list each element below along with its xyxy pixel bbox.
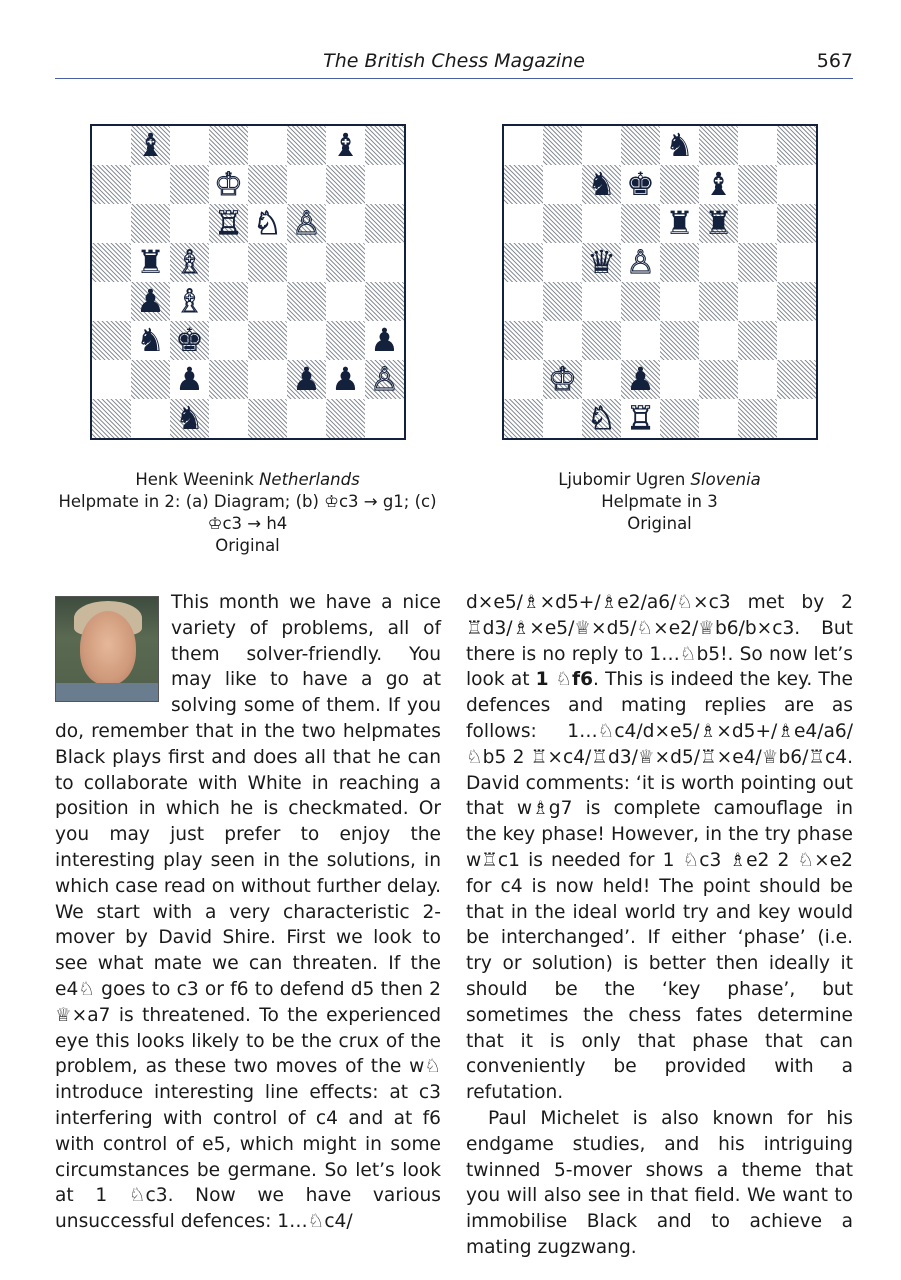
board-square xyxy=(621,204,660,243)
board-square xyxy=(699,399,738,438)
chess-piece-d6: ♖ xyxy=(214,204,243,242)
board-square xyxy=(582,282,621,321)
composer-country: Netherlands xyxy=(259,470,360,489)
chess-diagram-weenink xyxy=(90,124,406,440)
board-square xyxy=(170,204,209,243)
chess-piece-d2: ♟ xyxy=(626,360,655,398)
board-square xyxy=(777,204,816,243)
board-square xyxy=(777,126,816,165)
board-square xyxy=(582,321,621,360)
board-square xyxy=(209,360,248,399)
board-square xyxy=(170,126,209,165)
board-square xyxy=(287,399,326,438)
left-column xyxy=(55,590,441,1235)
chess-piece-b3: ♞ xyxy=(136,321,165,359)
board-square xyxy=(777,321,816,360)
board-square xyxy=(582,126,621,165)
board-square xyxy=(504,282,543,321)
board-square xyxy=(92,243,131,282)
board-square xyxy=(504,399,543,438)
chess-piece-d5: ♙ xyxy=(626,243,655,281)
body-paragraph xyxy=(466,590,853,1106)
diagram-caption-weenink xyxy=(55,469,440,557)
board-square xyxy=(209,399,248,438)
board-square xyxy=(660,165,699,204)
board-square xyxy=(326,165,365,204)
body-text: d×e5/♗×d5+/♗e2/a6/♘×c3 met by 2 ♖d3/♗×e5/♕×d5/♘×e2/♕b6/b×c3. But there is no reply to 1…♘b5!. So now let’s look at xyxy=(466,592,853,691)
magazine-title: The British Chess Magazine xyxy=(323,50,585,72)
board-square xyxy=(131,204,170,243)
chess-piece-e8: ♞ xyxy=(665,126,694,164)
board-square xyxy=(738,321,777,360)
board-square xyxy=(621,282,660,321)
board-square xyxy=(699,360,738,399)
board-square xyxy=(365,165,404,204)
board-square xyxy=(248,360,287,399)
chess-piece-f6: ♙ xyxy=(292,204,321,242)
board-square xyxy=(738,126,777,165)
board-square xyxy=(504,126,543,165)
board-square xyxy=(660,399,699,438)
board-square xyxy=(777,399,816,438)
board-square xyxy=(248,399,287,438)
composer-country: Slovenia xyxy=(690,470,761,489)
chess-piece-d7: ♚ xyxy=(626,165,655,203)
board-square xyxy=(504,360,543,399)
board-square xyxy=(326,204,365,243)
board-square xyxy=(660,360,699,399)
key-move: 1 ♘f6 xyxy=(535,669,594,691)
board-square xyxy=(287,282,326,321)
board-square xyxy=(504,165,543,204)
board-square xyxy=(699,126,738,165)
board-square xyxy=(365,282,404,321)
board-square xyxy=(738,399,777,438)
board-square xyxy=(365,204,404,243)
board-square xyxy=(504,204,543,243)
page-number: 567 xyxy=(816,50,853,72)
board-square xyxy=(543,399,582,438)
board-square xyxy=(582,360,621,399)
board-square xyxy=(504,243,543,282)
board-square xyxy=(777,282,816,321)
board-square xyxy=(543,243,582,282)
board-square xyxy=(326,243,365,282)
board-square xyxy=(543,282,582,321)
chess-piece-c4: ♗ xyxy=(175,282,204,320)
chess-piece-f7: ♝ xyxy=(704,165,733,203)
board-square xyxy=(209,321,248,360)
chess-piece-c2: ♟ xyxy=(175,360,204,398)
board-square xyxy=(287,243,326,282)
board-square xyxy=(660,321,699,360)
board-square xyxy=(131,165,170,204)
board-square xyxy=(504,321,543,360)
composer-name: Henk Weenink xyxy=(135,470,254,489)
board-square xyxy=(248,126,287,165)
caption-twin: ♔c3 → h4 xyxy=(207,514,288,533)
board-square xyxy=(287,126,326,165)
board-square xyxy=(738,165,777,204)
chess-piece-b2: ♔ xyxy=(548,360,577,398)
board-square xyxy=(582,204,621,243)
board-square xyxy=(209,282,248,321)
chess-piece-g2: ♟ xyxy=(331,360,360,398)
board-square xyxy=(777,165,816,204)
board-square xyxy=(738,204,777,243)
board-square xyxy=(621,321,660,360)
board-square xyxy=(92,204,131,243)
board-square xyxy=(326,399,365,438)
composer-name: Ljubomir Ugren xyxy=(558,470,686,489)
board-square xyxy=(287,165,326,204)
board-square xyxy=(92,360,131,399)
chess-piece-c5: ♗ xyxy=(175,243,204,281)
board-square xyxy=(170,165,209,204)
chess-piece-e6: ♜ xyxy=(665,204,694,242)
board-square xyxy=(543,321,582,360)
board-square xyxy=(248,321,287,360)
chess-diagram-ugren xyxy=(502,124,818,440)
right-column xyxy=(466,590,853,1261)
board-square xyxy=(621,126,660,165)
board-square xyxy=(699,321,738,360)
board-square xyxy=(699,282,738,321)
board-square xyxy=(248,282,287,321)
chess-piece-h3: ♟ xyxy=(370,321,399,359)
chess-piece-c3: ♚ xyxy=(175,321,204,359)
chess-piece-f2: ♟ xyxy=(292,360,321,398)
caption-status: Original xyxy=(215,536,280,555)
board-square xyxy=(92,282,131,321)
chess-piece-c1: ♘ xyxy=(587,399,616,437)
caption-stipulation: Helpmate in 3 xyxy=(601,492,718,511)
board-square xyxy=(326,321,365,360)
board-square xyxy=(738,360,777,399)
chess-piece-d1: ♖ xyxy=(626,399,655,437)
board-square xyxy=(660,243,699,282)
board-square xyxy=(699,243,738,282)
board-square xyxy=(326,282,365,321)
board-square xyxy=(92,165,131,204)
board-square xyxy=(777,243,816,282)
board-square xyxy=(248,165,287,204)
chess-piece-e6: ♘ xyxy=(253,204,282,242)
chess-piece-b4: ♟ xyxy=(136,282,165,320)
board-square xyxy=(131,360,170,399)
chess-piece-g8: ♝ xyxy=(331,126,360,164)
board-square xyxy=(738,282,777,321)
board-square xyxy=(543,126,582,165)
chess-piece-c7: ♞ xyxy=(587,165,616,203)
running-header xyxy=(55,48,853,79)
board-square xyxy=(92,399,131,438)
author-photo xyxy=(55,596,159,702)
caption-author-line xyxy=(55,469,440,491)
board-square xyxy=(92,126,131,165)
body-paragraph: This month we have a nice variety of problems, all of them solver-friendly. You may like to have a go at solving some of them. If you do, remember that in the two helpmates Black plays first and does all that he can to collaborate with White in reaching a position in which he is checkmated. Or you may just prefer to enjoy the interesting play seen in the solutions, in which case read on without further delay. We start with a very characteristic 2-mover by David Shire. First we look to see what mate we can threaten. If the e4♘ goes to c3 or f6 to defend d5 then 2 ♕×a7 is threatened. To the experienced eye this looks likely to be the crux of the problem, as these two moves of the w♘ introduce interesting line effects: at c3 interfering with control of c4 and at f6 with control of e5, which might in some circumstances be germane. So let’s look at 1 ♘c3. Now we have various unsuccessful defences: 1…♘c4/ xyxy=(55,592,441,1233)
diagram-caption-ugren xyxy=(466,469,853,535)
chess-piece-c1: ♞ xyxy=(175,399,204,437)
board-square xyxy=(209,243,248,282)
board-square xyxy=(365,243,404,282)
board-square xyxy=(738,243,777,282)
board-square xyxy=(777,360,816,399)
board-square xyxy=(365,126,404,165)
caption-stipulation: Helpmate in 2: (a) Diagram; (b) ♔c3 → g1; (c) xyxy=(58,492,437,511)
board-square xyxy=(365,399,404,438)
chess-piece-d7: ♔ xyxy=(214,165,243,203)
body-text: . This is indeed the key. The defences and mating replies are as follows: 1…♘c4/d×e5/♗×d5+/♗e4/a6/♘b5 2 ♖×c4/♖d3/♕×d5/♖×e4/♕b6/♖c4. David comments: ‘it is worth pointing out that w♗g7 is complete camouflage in the key phase! However, in the try phase w♖c1 is needed for 1 ♘c3 ♗e2 2 ♘×e2 for c4 is now held! The point should be that in the ideal world try and key would be interchanged’. If either ‘phase’ (i.e. try or solution) is better then ideally it should be the ‘key phase’, but sometimes the chess fates determine that it is only that phase that can conveniently be provided with a refutation. xyxy=(466,669,853,1104)
chess-piece-b8: ♝ xyxy=(136,126,165,164)
chess-piece-c5: ♛ xyxy=(587,243,616,281)
board-square xyxy=(543,204,582,243)
board-square xyxy=(209,126,248,165)
board-square xyxy=(92,321,131,360)
chess-piece-b5: ♜ xyxy=(136,243,165,281)
chess-piece-h2: ♙ xyxy=(370,360,399,398)
body-paragraph: Paul Michelet is also known for his endgame studies, and his intriguing twinned 5-mover shows a theme that you will also see in that field. We want to immobilise Black and to achieve a mating zugzwang. xyxy=(466,1107,853,1258)
chess-piece-f6: ♜ xyxy=(704,204,733,242)
caption-author-line xyxy=(466,469,853,491)
board-square xyxy=(287,321,326,360)
board-square xyxy=(248,243,287,282)
caption-status: Original xyxy=(627,514,692,533)
board-square xyxy=(131,399,170,438)
board-square xyxy=(660,282,699,321)
board-square xyxy=(543,165,582,204)
